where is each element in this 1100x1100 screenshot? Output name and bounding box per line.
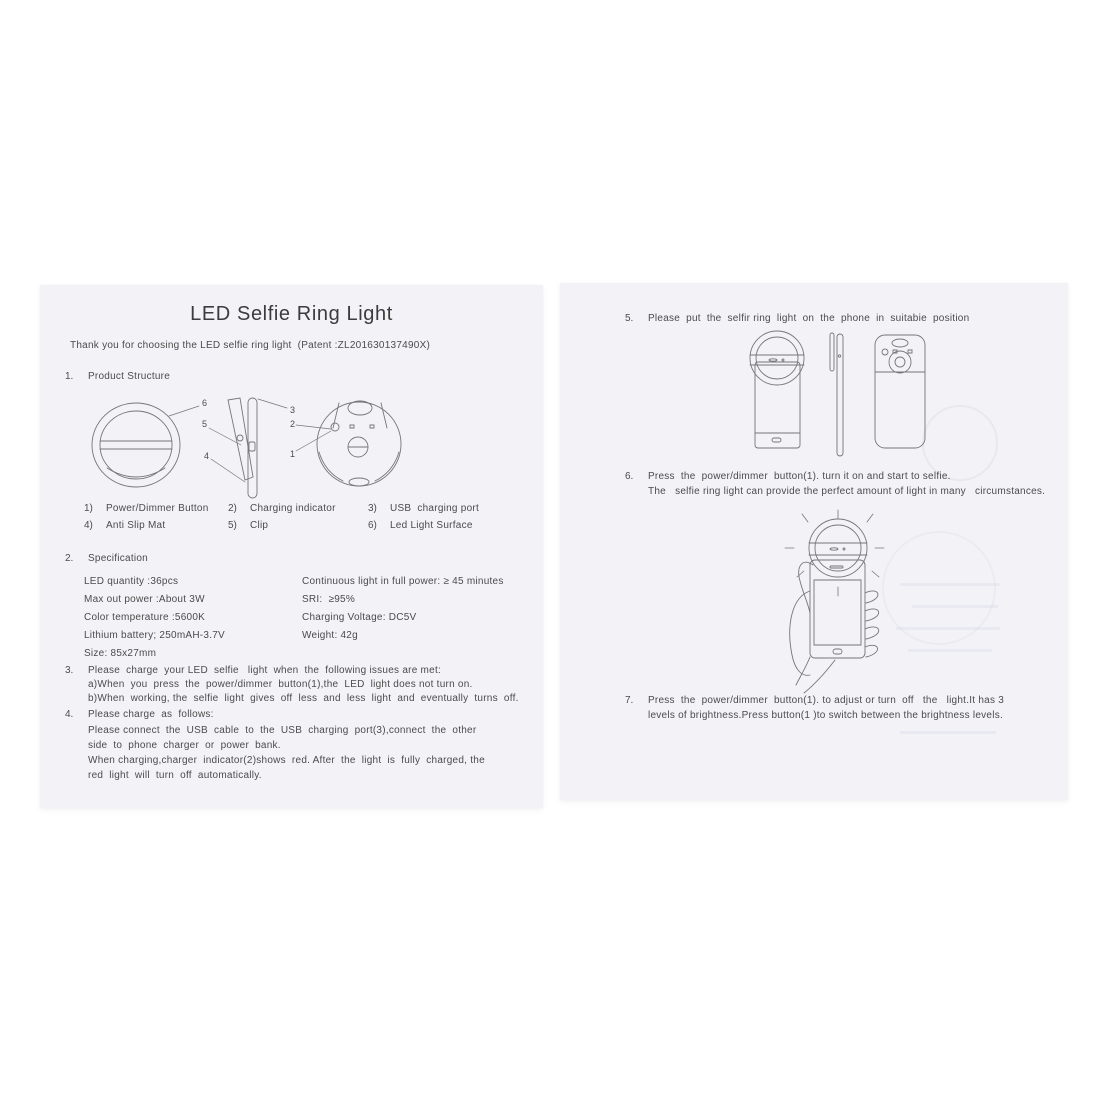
manual-page-left (40, 285, 543, 808)
section-3-line-2: a)When you press the power/dimmer button(1),the LED light does not turn on. (88, 679, 473, 690)
section-1-heading: Product Structure (88, 371, 171, 382)
phone-front-view (750, 331, 804, 448)
selfie-usage-diagram (780, 505, 900, 695)
callout-6: 6 (202, 398, 208, 408)
phone-back-view (875, 335, 925, 448)
section-4-line-5: red light will turn off automatically. (88, 770, 262, 781)
part-4-num: 4) (84, 520, 93, 531)
print-showthrough-text (900, 731, 996, 734)
print-showthrough-text (912, 605, 998, 608)
section-7-line-1: Press the power/dimmer button(1). to adjust or turn off the light.It has 3 (648, 695, 1005, 706)
section-4-line-1: Please charge as follows: (88, 709, 214, 720)
part-6-num: 6) (368, 520, 377, 531)
spec-color-temp: Color temperature :5600K (84, 612, 206, 623)
section-6-line-2: The selfie ring light can provide the perfect amount of light in many circumstances. (648, 486, 1046, 497)
section-6-line-1: Press the power/dimmer button(1). turn it on and start to selfie. (648, 471, 951, 482)
callout-4: 4 (204, 451, 210, 461)
ring-side-view (228, 398, 257, 498)
section-5-number: 5. (625, 313, 634, 324)
part-6-label: Led Light Surface (390, 520, 473, 531)
part-1-label: Power/Dimmer Button (106, 503, 209, 514)
ring-back-view (317, 401, 401, 486)
phone-placement-diagram (745, 330, 945, 460)
manual-page-right (560, 283, 1068, 800)
intro-line: Thank you for choosing the LED selfie ring light (Patent :ZL201630137490X) (70, 340, 431, 351)
part-3-num: 3) (368, 503, 377, 514)
spec-battery: Lithium battery; 250mAH-3.7V (84, 630, 225, 641)
spec-led-quantity: LED quantity :36pcs (84, 576, 179, 587)
section-1-number: 1. (65, 371, 74, 382)
section-2-heading: Specification (88, 553, 148, 564)
spec-weight: Weight: 42g (302, 630, 358, 641)
part-2-num: 2) (228, 503, 237, 514)
print-showthrough-text (896, 627, 1000, 630)
section-3-number: 3. (65, 665, 74, 676)
section-7-number: 7. (625, 695, 634, 706)
print-showthrough-text (908, 649, 992, 652)
section-5-text: Please put the selfir ring light on the phone in suitabie position (648, 313, 970, 324)
section-4-number: 4. (65, 709, 74, 720)
diagram-callouts (169, 398, 331, 482)
section-4-line-4: When charging,charger indicator(2)shows red. After the light is fully charged, the (88, 755, 485, 766)
part-3-label: USB charging port (390, 503, 479, 514)
part-4-label: Anti Slip Mat (106, 520, 166, 531)
section-7-line-2: levels of brightness.Press button(1 )to switch between the brightness levels. (648, 710, 1003, 721)
ring-front-view (92, 403, 180, 487)
callout-2: 2 (290, 419, 296, 429)
product-structure-diagram (65, 390, 435, 502)
callout-5: 5 (202, 419, 208, 429)
spec-size: Size: 85x27mm (84, 648, 157, 659)
callout-1: 1 (290, 449, 296, 459)
print-showthrough-text (900, 583, 1000, 586)
part-2-label: Charging indicator (250, 503, 336, 514)
spec-sri: SRI: ≥95% (302, 594, 356, 605)
part-5-label: Clip (250, 520, 269, 531)
part-5-num: 5) (228, 520, 237, 531)
section-6-number: 6. (625, 471, 634, 482)
section-4-line-2: Please connect the USB cable to the USB charging port(3),connect the other (88, 725, 477, 736)
light-rays (785, 510, 884, 596)
phone-side-view (830, 333, 843, 456)
phone-in-hand (810, 560, 865, 658)
spec-continuous: Continuous light in full power: ≥ 45 minutes (302, 576, 504, 587)
section-3-line-1: Please charge your LED selfie light when the following issues are met: (88, 665, 442, 676)
part-1-num: 1) (84, 503, 93, 514)
section-3-line-3: b)When working, the selfie light gives off less and less light and eventually turns off. (88, 693, 519, 704)
spec-max-power: Max out power :About 3W (84, 594, 205, 605)
section-2-number: 2. (65, 553, 74, 564)
spec-charge-voltage: Charging Voltage: DC5V (302, 612, 417, 623)
section-4-line-3: side to phone charger or power bank. (88, 740, 281, 751)
callout-3: 3 (290, 405, 296, 415)
page-title: LED Selfie Ring Light (190, 303, 393, 325)
